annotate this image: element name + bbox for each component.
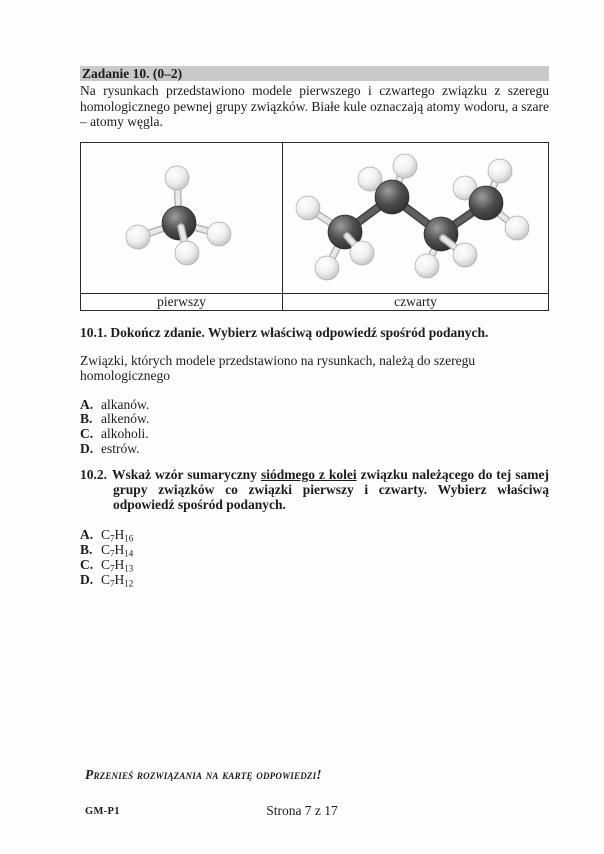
- option-text: estrów.: [101, 440, 140, 456]
- option-letter: B.: [80, 411, 93, 427]
- task-intro: Na rysunkach przedstawiono modele pierwszego i czwartego związku z szeregu homologicznego pewnej grupy związków. Białe kule oznaczają atomy wodoru, a szare – atomy węgla.: [80, 83, 549, 130]
- figure-caption-fourth: czwarty: [283, 293, 549, 310]
- booklet-code: GM-P1: [85, 806, 120, 817]
- formula-text: $C_7H_{14}$: [101, 542, 134, 559]
- option-text: alkoholi.: [101, 425, 149, 441]
- butane-model: [283, 143, 546, 293]
- molecule-figure: [80, 142, 549, 311]
- option-letter: D.: [80, 440, 94, 456]
- formula-row-d: [80, 572, 549, 587]
- figure-caption-first: pierwszy: [81, 293, 283, 310]
- question-10-1-heading: 10.1. Dokończ zdanie. Wybierz właściwą odpowiedź spośród podanych.: [80, 324, 489, 340]
- question-10-2-text-after: związku należącego do tej samej grupy związków co związki pierwszy i czwarty. Wybierz właściwą odpowiedź spośród podanych.: [113, 467, 549, 512]
- figure-cell-first: [81, 142, 283, 293]
- page-content: [80, 66, 549, 588]
- task-header-bar: Zadanie 10. (0–2): [80, 66, 549, 81]
- formula-row-b: [80, 542, 549, 557]
- option-row-b: [80, 412, 549, 427]
- option-text: alkanów.: [101, 396, 150, 412]
- formula-text: $C_7H_{12}$: [101, 572, 134, 589]
- question-10-2-options: [80, 527, 549, 588]
- page-number: Strona 7 z 17: [266, 803, 338, 818]
- question-10-2-text-before: Wskaż wzór sumaryczny: [112, 467, 257, 483]
- question-10-2-heading: [80, 468, 549, 513]
- formula-text: $C_7H_{13}$: [101, 557, 134, 574]
- option-letter: C.: [80, 425, 94, 441]
- option-row-d: [80, 442, 549, 457]
- option-row-a: [80, 398, 549, 413]
- option-text: alkenów.: [101, 411, 150, 427]
- transfer-note: Przenieś rozwiązania na kartę odpowiedzi!: [85, 767, 322, 782]
- option-letter: D.: [80, 572, 94, 588]
- question-10-1-stem: Związki, których modele przedstawiono na rysunkach, należą do szeregu homologicznego: [80, 352, 476, 383]
- question-10-1-options: [80, 398, 549, 456]
- methane-model: [81, 143, 280, 293]
- option-row-c: [80, 427, 549, 442]
- formula-row-c: [80, 557, 549, 572]
- option-letter: C.: [80, 557, 94, 573]
- formula-text: $C_7H_{16}$: [101, 526, 134, 544]
- option-letter: A.: [80, 396, 94, 412]
- underlined-phrase: siódmego z kolei: [260, 467, 357, 483]
- formula-row-a: [80, 527, 549, 542]
- option-letter: A.: [80, 526, 94, 542]
- figure-cell-fourth: [283, 142, 549, 293]
- question-10-2-number: 10.2.: [80, 467, 107, 483]
- option-letter: B.: [80, 542, 93, 558]
